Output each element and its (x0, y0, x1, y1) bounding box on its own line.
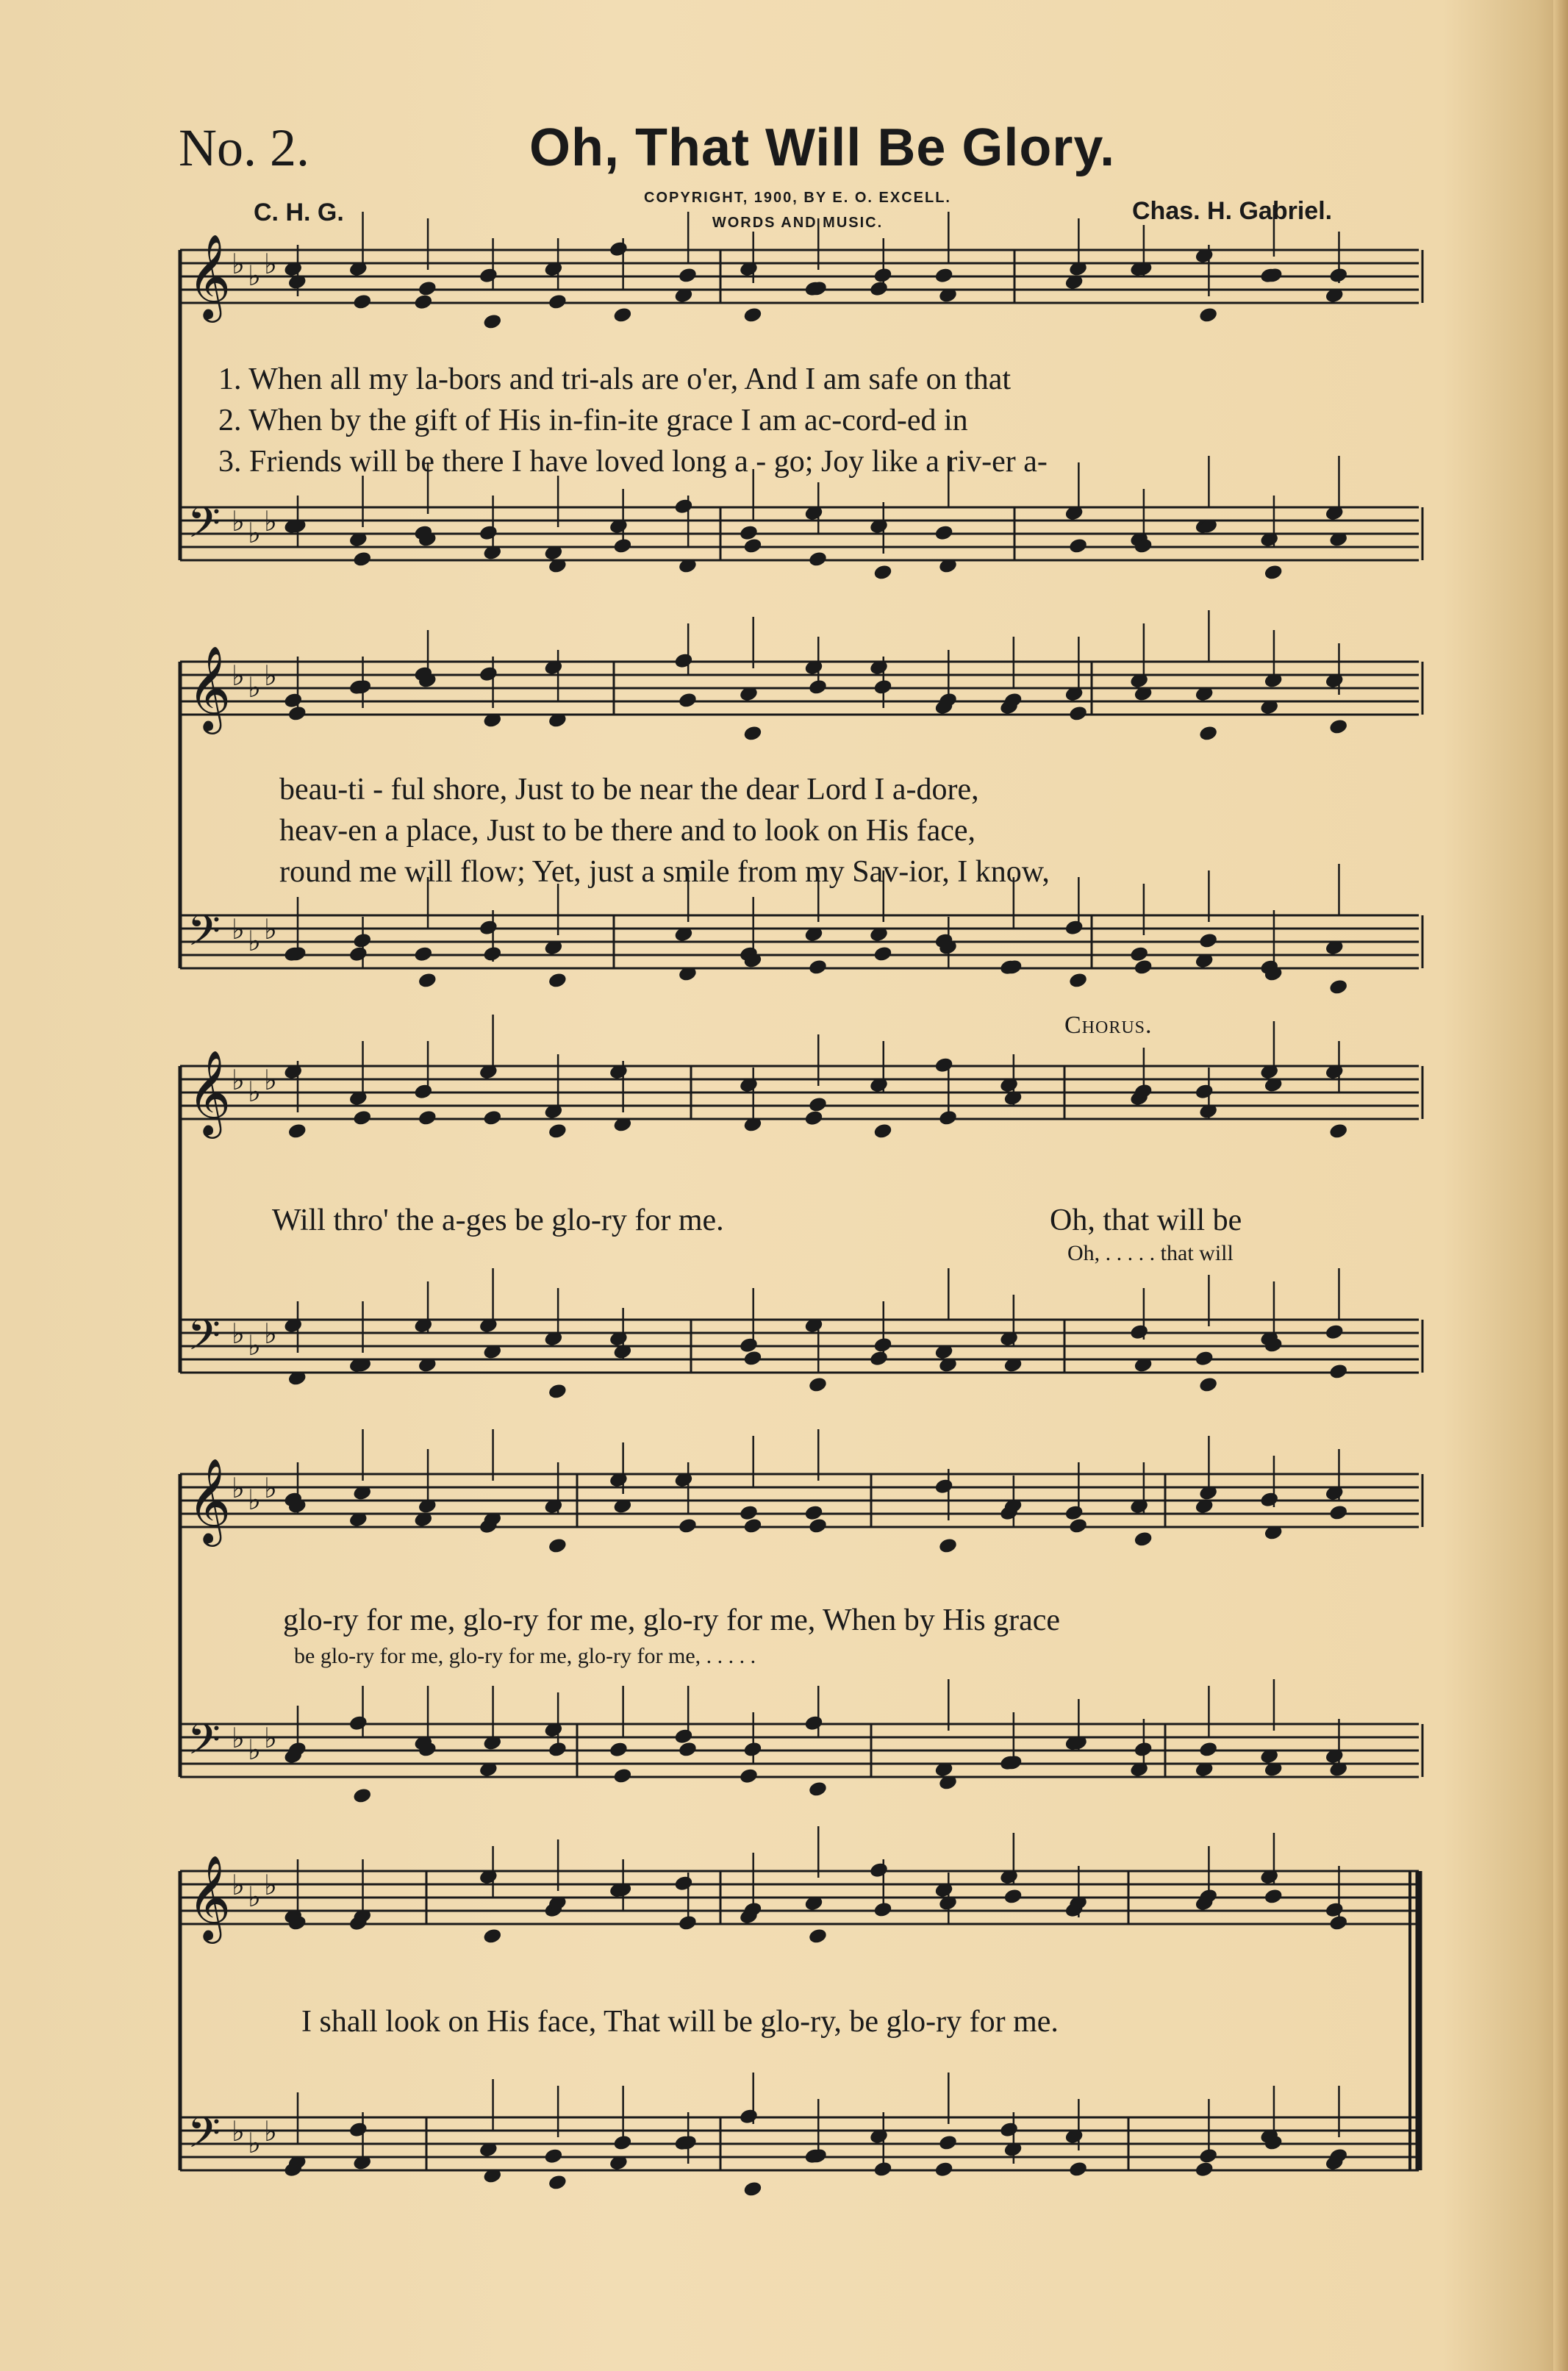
notehead (808, 959, 827, 976)
notehead (287, 1123, 307, 1140)
treble-clef-icon: 𝄞 (187, 1049, 232, 1135)
verse-1-line-1: 1. When all my la-bors and tri-als are o'er, And I am safe on that (218, 362, 1012, 396)
notehead (548, 1123, 567, 1140)
notehead (348, 2121, 368, 2138)
notehead (353, 551, 372, 568)
notehead (1134, 959, 1153, 976)
flat-icon: ♭ (232, 505, 245, 537)
notehead (613, 307, 632, 323)
notehead (674, 1875, 693, 1892)
flat-icon: ♭ (264, 2115, 277, 2148)
notehead (808, 1928, 827, 1945)
notehead (483, 1109, 502, 1126)
notehead (548, 2174, 567, 2191)
notehead (873, 1123, 892, 1140)
lyricist-initials: C. H. G. (254, 199, 344, 226)
notehead (1069, 972, 1088, 989)
flat-icon: ♭ (232, 1722, 245, 1754)
notehead (1329, 979, 1348, 995)
notehead (548, 972, 567, 989)
notehead (743, 2181, 762, 2197)
notehead (1000, 2121, 1019, 2138)
notehead (1199, 725, 1218, 742)
flat-icon: ♭ (264, 248, 277, 280)
flat-icon: ♭ (248, 1881, 261, 1913)
notehead (934, 267, 953, 284)
flat-icon: ♭ (248, 260, 261, 292)
notehead (804, 1714, 823, 1731)
notehead (873, 945, 892, 962)
flat-icon: ♭ (232, 1869, 245, 1901)
notehead (674, 1728, 693, 1745)
verse-1-line-2: beau-ti - ful shore, Just to be near the dear Lord I a-dore, (279, 773, 979, 807)
notehead (353, 1109, 372, 1126)
bass-clef-icon: 𝄢 (187, 2108, 221, 2168)
notehead (348, 945, 368, 962)
chorus-line-3: I shall look on His face, That will be glo-ry, be glo-ry for me. (301, 2005, 1059, 2039)
notehead (743, 537, 762, 554)
bass-clef-icon: 𝄢 (187, 1310, 221, 1370)
notehead (934, 524, 953, 541)
flat-icon: ♭ (264, 1472, 277, 1504)
notehead (739, 2108, 758, 2125)
notehead (1069, 705, 1088, 722)
notehead (414, 945, 433, 962)
notehead (1134, 1531, 1153, 1548)
flat-icon: ♭ (264, 1317, 277, 1350)
treble-clef-icon: 𝄞 (187, 645, 232, 731)
notehead (1199, 307, 1218, 323)
copyright-subline: WORDS AND MUSIC. (712, 215, 884, 231)
flat-icon: ♭ (248, 1076, 261, 1108)
notehead (674, 498, 693, 515)
notehead (483, 1928, 502, 1945)
notehead (804, 1109, 823, 1126)
notehead (739, 1337, 758, 1353)
notehead (353, 1787, 372, 1804)
notehead (934, 2161, 953, 2178)
notehead (1130, 945, 1149, 962)
composer-name: Chas. H. Gabriel. (1132, 197, 1333, 225)
flat-icon: ♭ (248, 1484, 261, 1516)
notehead (479, 665, 498, 682)
chorus-line-2: glo-ry for me, glo-ry for me, glo-ry for me, When by His grace (283, 1603, 1061, 1637)
notehead (1069, 537, 1088, 554)
notehead (808, 551, 827, 568)
chorus-line-1: Oh, that will be (1050, 1204, 1242, 1237)
notehead (808, 1376, 827, 1393)
notehead (1069, 1517, 1088, 1534)
notehead (548, 1537, 567, 1554)
verse-3-line-1: 3. Friends will be there I have loved long a - go; Joy like a riv-er a- (218, 445, 1048, 479)
notehead (1195, 1083, 1214, 1100)
bass-clef-icon: 𝄢 (187, 906, 221, 966)
notehead (739, 1767, 758, 1784)
notehead (678, 692, 697, 709)
notehead (284, 692, 303, 709)
flat-icon: ♭ (264, 1064, 277, 1096)
chorus-label: Chorus. (1064, 1012, 1153, 1039)
flat-icon: ♭ (248, 671, 261, 704)
flat-icon: ♭ (232, 1064, 245, 1096)
notehead (348, 1714, 368, 1731)
bass-clef-icon: 𝄢 (187, 498, 221, 558)
notehead (1130, 1323, 1149, 1340)
notehead (1329, 1504, 1348, 1521)
notehead (479, 267, 498, 284)
notehead (743, 725, 762, 742)
verse-2-line-2: heav-en a place, Just to be there and to look on His face, (279, 814, 975, 848)
notehead (743, 1350, 762, 1367)
notehead (869, 280, 888, 297)
flat-icon: ♭ (264, 1722, 277, 1754)
notehead (1264, 1888, 1283, 1905)
notehead (808, 1096, 827, 1113)
notehead (1199, 1741, 1218, 1758)
notehead (869, 1862, 888, 1878)
notehead (1199, 1376, 1218, 1393)
notehead (414, 293, 433, 310)
notehead (418, 280, 437, 297)
notehead (483, 313, 502, 330)
notehead (1329, 718, 1348, 735)
notehead (414, 1083, 433, 1100)
notehead (1329, 1123, 1348, 1140)
notehead (938, 1537, 957, 1554)
chorus-bass-line-1: Oh, . . . . . that will (1067, 1241, 1234, 1265)
notehead (678, 267, 697, 284)
flat-icon: ♭ (232, 913, 245, 945)
notehead (1325, 1323, 1344, 1340)
treble-clef-icon: 𝄞 (187, 1854, 232, 1940)
notehead (613, 1767, 632, 1784)
flat-icon: ♭ (232, 248, 245, 280)
refrain-line: Will thro' the a-ges be glo-ry for me. (272, 1204, 724, 1237)
notehead (1260, 1491, 1279, 1508)
treble-clef-icon: 𝄞 (187, 233, 232, 319)
flat-icon: ♭ (264, 913, 277, 945)
chorus-bass-line-2: be glo-ry for me, glo-ry for me, glo-ry for me, . . . . . (294, 1644, 756, 1668)
notehead (1064, 1504, 1084, 1521)
notehead (609, 1741, 628, 1758)
notehead (609, 240, 628, 257)
flat-icon: ♭ (248, 1329, 261, 1362)
flat-icon: ♭ (264, 505, 277, 537)
notehead (1329, 1363, 1348, 1380)
treble-clef-icon: 𝄞 (187, 1457, 232, 1543)
flat-icon: ♭ (232, 659, 245, 692)
notehead (418, 1109, 437, 1126)
notehead (808, 1517, 827, 1534)
notehead (353, 293, 372, 310)
notehead (479, 524, 498, 541)
notehead (743, 1517, 762, 1534)
flat-icon: ♭ (264, 1869, 277, 1901)
notehead (548, 1383, 567, 1400)
notehead (739, 524, 758, 541)
notehead (869, 1350, 888, 1367)
flat-icon: ♭ (248, 1734, 261, 1766)
verse-2-line-1: 2. When by the gift of His in-fin-ite grace I am ac-cord-ed in (218, 404, 968, 437)
hymn-title: Oh, That Will Be Glory. (529, 118, 1116, 177)
notehead (1064, 919, 1084, 936)
notehead (1069, 2161, 1088, 2178)
notehead (938, 2134, 957, 2151)
hymn-number: No. 2. (179, 118, 309, 177)
notehead (544, 2148, 563, 2164)
notehead (804, 1504, 823, 1521)
notehead (1199, 932, 1218, 949)
notehead (1195, 2161, 1214, 2178)
verse-3-line-2: round me will flow; Yet, just a smile from my Sav-ior, I know, (279, 855, 1050, 889)
notehead (1195, 1350, 1214, 1367)
notehead (1264, 564, 1283, 581)
bass-clef-icon: 𝄢 (187, 1714, 221, 1775)
flat-icon: ♭ (248, 925, 261, 957)
notehead (1325, 1901, 1344, 1918)
notehead (743, 307, 762, 323)
notehead (418, 972, 437, 989)
notehead (1003, 1888, 1023, 1905)
notehead (873, 564, 892, 581)
flat-icon: ♭ (248, 517, 261, 549)
notehead (934, 1056, 953, 1073)
notehead (674, 652, 693, 669)
notehead (739, 1504, 758, 1521)
copyright-line: COPYRIGHT, 1900, BY E. O. EXCELL. (644, 190, 951, 206)
notehead (479, 919, 498, 936)
notehead (548, 293, 567, 310)
notehead (678, 1517, 697, 1534)
flat-icon: ♭ (232, 1472, 245, 1504)
flat-icon: ♭ (264, 659, 277, 692)
flat-icon: ♭ (248, 2127, 261, 2159)
notehead (678, 1741, 697, 1758)
flat-icon: ♭ (232, 2115, 245, 2148)
notehead (808, 1781, 827, 1798)
notehead (934, 1478, 953, 1495)
flat-icon: ♭ (232, 1317, 245, 1350)
